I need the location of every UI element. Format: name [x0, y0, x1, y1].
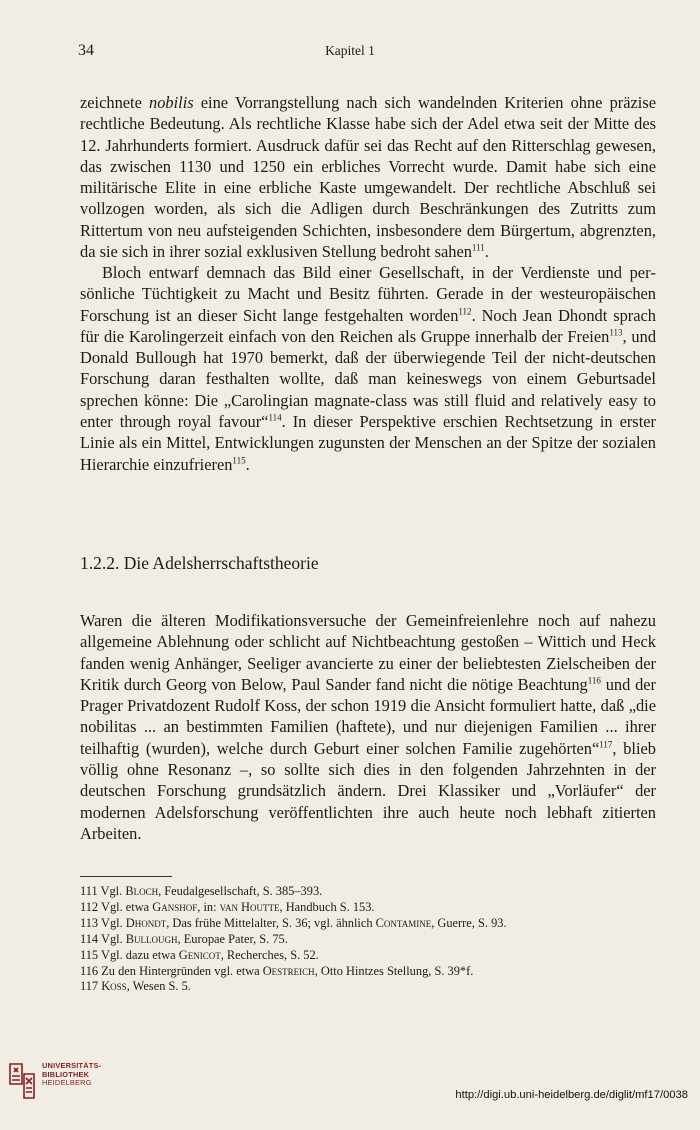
footnote-text: 115 Vgl. dazu etwa	[80, 947, 179, 962]
footnote-text: , Handbuch S. 153.	[279, 899, 375, 914]
footnote-text: , Das frühe Mittelalter, S. 36; vgl. ähnlich	[166, 915, 376, 930]
footnote-ref-111[interactable]: 111	[471, 242, 485, 253]
footnote-author: Bullough	[125, 931, 178, 946]
para1-text-b: eine Vorrangstellung nach sich wandelnden Kriterien ohne präzise rechtliche Bedeutung. Als rechtliche Klasse habe sich der Adel etwa seit der Mitte des 12. Jahrhunderts formiert. Ausdruck dafür sei das Recht auf den Ritterschlag gewesen, das zwischen 1130 und 1250 ein erbliches Vorrecht wurde. Damit habe sich eine militärische Elite in eine erbliche Kaste umgewandelt. Der rechtliche Abschluß sei vollzogen worden, als sich die Adligen durch Beschränkungen des Zutritts zum Rittertum von neu aufsteigenden Schichten, insbesondere dem Bürgertum, abgrenzten, da sie sich in ihrer sozial exklusiven Stellung bedroht sahen	[80, 93, 656, 262]
footnote-text: 116 Zu den Hintergründen vgl. etwa	[80, 963, 263, 978]
footnote-author: Contamine	[375, 915, 432, 930]
para2-text-1: Bloch entwarf demnach das Bild einer Gesellschaft, in der Verdienste und persönliche Tüchtigkeit zu Macht und Besitz führten. Gerade in der westeuropäischen Forschung ist an dieser Sicht lange festgehalten worden	[80, 263, 656, 325]
para2-text-5: .	[245, 454, 250, 474]
logo-line-2: BIBLIOTHEK	[42, 1069, 90, 1079]
footnote-text: 117	[80, 979, 102, 994]
footnote-text: , Otto Hintzes Stellung, S. 39*f.	[314, 963, 474, 978]
footnote-ref-114[interactable]: 114	[268, 412, 282, 423]
para2-text-4: . In dieser Perspektive erschien Rechtsetzung in erster Linie als ein Mittel, Entwicklungen zugunsten der Menschen an der Spitze der sozialen Hierarchie einzufrieren	[80, 412, 656, 474]
footnote-117	[80, 979, 656, 995]
footnote-text: 113 Vgl.	[80, 915, 126, 930]
footnote-text: , Guerre, S. 93.	[431, 915, 507, 930]
section-heading: 1.2.2. Die Adelsherrschaftstheorie	[80, 553, 319, 573]
footnote-author: Genicot	[178, 947, 221, 962]
logo-line-3: HEIDELBERG	[42, 1078, 92, 1088]
page-number: 34	[78, 42, 94, 59]
para1-italic-term: nobilis	[149, 93, 194, 112]
footnote-author: Bloch	[125, 884, 159, 898]
footnote-text: , Feudalgesellschaft, S. 385–393.	[158, 884, 323, 898]
paragraph-2	[80, 262, 656, 475]
footnote-text: 114 Vgl.	[80, 931, 126, 946]
footnote-text: , Europae Pater, S. 75.	[177, 931, 288, 946]
library-crest-icon	[8, 1062, 36, 1100]
footnote-author: Oestreich	[262, 963, 315, 978]
library-logo-text	[42, 1062, 101, 1088]
footnote-ref-116[interactable]: 116	[587, 675, 601, 686]
source-url-link[interactable]: http://digi.ub.uni-heidelberg.de/diglit/mf17/0038	[455, 1089, 688, 1101]
para2-text-2: . Noch Jean Dhondt sprach für die Karolingerzeit einfach von den Reichen als Gruppe innerhalb der Freien	[80, 305, 656, 346]
para3-text-1: Waren die älteren Modifikationsversuche der Gemeinfreienlehre noch auf nahezu allgemeine Ablehnung oder schlicht auf Nichtbeachtung gestoßen – Wittich und Heck fanden wenig Anhänger, Seeliger avancierte zu einer der beliebtesten Zielscheiben der Kritik durch Georg von Below, Paul Sander fand nicht die nötige Beachtung	[80, 611, 656, 694]
footnote-text: 112 Vgl. etwa	[80, 899, 153, 914]
paragraph-1	[80, 92, 656, 262]
paragraph-3	[80, 610, 656, 844]
footnote-116	[80, 964, 656, 980]
para3-text-2: und der Prager Privatdozent Rudolf Koss, der schon 1919 die Ansicht formuliert hatte, daß „die nobilitas ... an bestimmten Familien (haftete), und nur diejenigen Familien ... ihrer teilhaftig (wurden), welche durch Geburt einer solchen Familie zugehörten“	[80, 674, 656, 758]
library-logo[interactable]	[8, 1062, 101, 1100]
footnote-author: Dhondt	[125, 915, 167, 930]
footnote-112	[80, 900, 656, 916]
para1-text-end: .	[484, 242, 489, 262]
footnote-ref-113[interactable]: 113	[609, 327, 623, 338]
footnote-author: Koss	[101, 979, 127, 994]
footnote-ref-115[interactable]: 115	[232, 455, 246, 466]
running-head: Kapitel 1	[325, 43, 375, 58]
footnote-111	[80, 884, 656, 900]
footnote-114	[80, 932, 656, 948]
footnote-ref-112[interactable]: 112	[458, 306, 472, 317]
footnotes	[80, 884, 656, 995]
para2-text-3: , und Donald Bullough hat 1970 bemerkt, daß der überwiegende Teil der nicht-deutschen Forschung daran festhalten wollte, daß man keineswegs von einem Geburtsadel sprechen könne: Die „Carolingian magnate-class was still fluid and relatively easy to enter through royal favour“	[80, 326, 657, 432]
footnote-113	[80, 916, 656, 932]
para1-text-a: zeichnete	[80, 93, 149, 112]
footnote-115	[80, 948, 656, 964]
footnote-ref-117[interactable]: 117	[599, 739, 613, 750]
footnote-text: 111 Vgl.	[80, 884, 126, 898]
footnote-divider	[80, 876, 172, 877]
footnote-author: van Houtte	[219, 899, 280, 914]
footnote-author: Ganshof	[152, 899, 198, 914]
para3-text-3: , blieb völlig ohne Resonanz –, so sollte sich dies in den folgenden Jahrzehnten in der deutschen Forschung grundsätzlich ändern. Drei Klassiker und „Vorläufer“ der modernen Adelsforschung veröffentlichten ihre auch heute noch lebhaft zitierten Arbeiten.	[80, 738, 657, 843]
logo-line-1: UNIVERSITÄTS-	[42, 1061, 102, 1070]
footnote-text: , Recherches, S. 52.	[220, 947, 319, 962]
footnote-text: , Wesen S. 5.	[126, 979, 191, 994]
footnote-text: , in:	[197, 899, 220, 914]
